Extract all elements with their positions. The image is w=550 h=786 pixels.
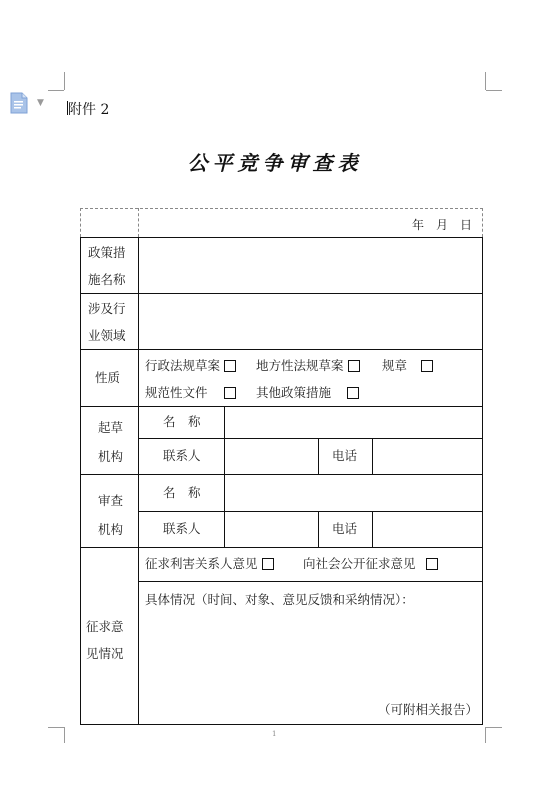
table-line xyxy=(318,438,319,474)
crop-mark-bottom-right xyxy=(486,727,502,728)
row-label-nature: 性质 xyxy=(95,370,121,385)
checkbox-rules[interactable] xyxy=(421,360,433,372)
option-label: 地方性法规草案 xyxy=(256,358,344,373)
option-label: 规范性文件 xyxy=(145,385,208,400)
option-label: 行政法规草案 xyxy=(145,358,221,373)
table-line xyxy=(80,237,81,725)
table-line xyxy=(224,406,225,547)
option-normative-doc[interactable] xyxy=(145,379,236,407)
crop-mark-bottom-right-v xyxy=(485,727,486,743)
row-label-review-org: 审查机构 xyxy=(98,493,124,537)
option-label: 规章 xyxy=(382,358,408,373)
row-label-policy-name: 政策措施名称 xyxy=(88,245,126,287)
header-row-dashed-mid xyxy=(138,208,139,237)
table-line xyxy=(138,237,139,725)
table-line xyxy=(80,724,483,725)
drafting-name-label: 名 称 xyxy=(163,414,201,429)
option-other[interactable] xyxy=(256,379,359,407)
checkbox-normative-doc[interactable] xyxy=(224,387,236,399)
details-label: 具体情况（时间、对象、意见反馈和采纳情况）： xyxy=(145,592,414,607)
checkbox-admin-reg[interactable] xyxy=(224,360,236,372)
crop-mark-top-left xyxy=(48,90,64,91)
table-line xyxy=(138,438,483,439)
option-local-reg[interactable] xyxy=(256,352,360,380)
option-label: 征求利害关系人意见 xyxy=(145,556,258,571)
option-rules[interactable] xyxy=(382,352,433,380)
drafting-phone-label: 电话 xyxy=(332,448,358,463)
row-label-drafting-org: 起草机构 xyxy=(98,420,124,464)
table-line xyxy=(80,237,483,238)
document-icon[interactable] xyxy=(10,92,28,114)
page-title: 公平竞争审查表 xyxy=(187,151,363,175)
attach-note: （可附相关报告） xyxy=(378,702,479,717)
review-contact-label: 联系人 xyxy=(163,521,201,536)
crop-mark-top-right xyxy=(486,90,502,91)
date-line: 年 月 日 xyxy=(412,218,473,232)
option-stakeholders[interactable] xyxy=(145,550,274,578)
crop-mark-top-right-v xyxy=(485,72,486,90)
checkbox-other[interactable] xyxy=(347,387,359,399)
table-line xyxy=(318,511,319,547)
checkbox-public[interactable] xyxy=(426,558,438,570)
table-line xyxy=(372,438,373,474)
review-phone-label: 电话 xyxy=(332,521,358,536)
page-number: 1 xyxy=(272,730,277,738)
table-line xyxy=(80,293,483,294)
checkbox-stakeholders[interactable] xyxy=(262,558,274,570)
attachment-label: 附件 2 xyxy=(68,102,110,118)
table-line xyxy=(372,511,373,547)
crop-mark-bottom-left xyxy=(48,727,64,728)
option-admin-reg[interactable] xyxy=(145,352,236,380)
table-line xyxy=(138,511,483,512)
table-line xyxy=(482,237,483,725)
table-line xyxy=(80,349,483,350)
option-label: 其他政策措施 xyxy=(256,385,332,400)
table-line xyxy=(138,581,483,582)
table-line xyxy=(80,547,483,548)
header-row-dashed-left xyxy=(80,208,81,237)
option-label: 向社会公开征求意见 xyxy=(303,556,416,571)
option-public[interactable] xyxy=(303,550,438,578)
checkbox-local-reg[interactable] xyxy=(348,360,360,372)
review-name-label: 名 称 xyxy=(163,485,201,500)
crop-mark-top-left-v xyxy=(64,72,65,90)
drafting-contact-label: 联系人 xyxy=(163,448,201,463)
crop-mark-bottom-left-v xyxy=(64,727,65,743)
row-label-industry: 涉及行业领域 xyxy=(88,301,126,343)
row-label-consultation: 征求意见情况 xyxy=(86,619,124,661)
table-line xyxy=(80,474,483,475)
header-row-dashed-right xyxy=(482,208,483,237)
dropdown-arrow-icon[interactable]: ▼ xyxy=(37,98,44,108)
header-row-dashed-top xyxy=(80,208,483,209)
